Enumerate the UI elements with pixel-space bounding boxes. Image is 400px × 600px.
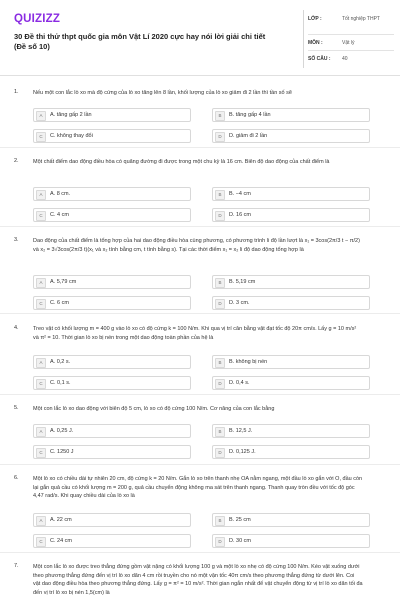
meta-count-value: 40 <box>342 56 348 62</box>
option-text: D. 0,125 J. <box>229 449 256 455</box>
option-letter: B <box>215 278 225 288</box>
option-text: A. 22 cm <box>50 517 72 523</box>
option-text: B. 12,5 J. <box>229 428 253 434</box>
option-letter: C <box>36 537 46 547</box>
option-text: D. giảm đi 2 lần <box>229 133 268 139</box>
option-d[interactable] <box>212 208 370 222</box>
question-text: Một con lắc lò xo dao động với biên độ 5 cm, lò xo có độ cứng 100 N/m. Cơ năng của con lắc bằng <box>33 406 275 412</box>
option-letter: A <box>36 111 46 121</box>
option-text: C. 24 cm <box>50 538 73 544</box>
option-a[interactable] <box>33 424 191 438</box>
option-text: B. −4 cm <box>229 191 251 197</box>
option-letter: A <box>36 358 46 368</box>
quiz-meta <box>303 10 396 68</box>
option-text: C. không thay đổi <box>50 133 93 139</box>
option-letter: D <box>215 132 225 142</box>
option-c[interactable] <box>33 208 191 222</box>
option-b[interactable] <box>212 108 370 122</box>
option-text: A. tăng gấp 2 lần <box>50 112 92 118</box>
meta-subject-value: Vật lý <box>342 40 355 46</box>
option-letter: D <box>215 211 225 221</box>
option-text: C. 6 cm <box>50 300 69 306</box>
option-text: B. 5,19 cm <box>229 279 256 285</box>
option-letter: C <box>36 299 46 309</box>
option-c[interactable] <box>33 296 191 310</box>
quiz-header <box>0 0 400 72</box>
question-number: 5. <box>14 405 19 411</box>
option-letter: A <box>36 190 46 200</box>
option-d[interactable] <box>212 129 370 143</box>
option-b[interactable] <box>212 275 370 289</box>
question-divider <box>0 226 400 227</box>
option-text: B. 25 cm <box>229 517 251 523</box>
question-text: Nếu một con lắc lò xo mà độ cứng của lò xo tăng lên 8 lần, khối lượng của lò xo giảm đi 2 lần thì tần số sẽ <box>33 90 292 96</box>
question-text: Dao động của chất điểm là tổng hợp của hai dao động điều hòa cùng phương, có phương trình li độ lần lượt là x₁ = 3cos(2π/3 t − π/2) và x₂ = 3√3cos(2π/3 t)(x₁ và x₂ tính bằng cm, t tính bằng s). Tại các thời điểm x₁ = x₂ li độ dao động tổng hợp là <box>33 238 360 253</box>
option-letter: B <box>215 427 225 437</box>
option-a[interactable] <box>33 355 191 369</box>
question-number: 3. <box>14 237 19 243</box>
option-c[interactable] <box>33 376 191 390</box>
option-letter: A <box>36 278 46 288</box>
question-divider <box>0 313 400 314</box>
option-text: C. 4 cm <box>50 212 69 218</box>
question-text: Treo vật có khối lượng m = 400 g vào lò xo có độ cứng k = 100 N/m. Khi qua vị trí cân bằng vật đạt tốc độ 20π cm/s. Lấy g = 10 m/s² và π² = 10. Thời gian lò xo bị nén trong một dao động toàn phần của hệ là <box>33 326 357 341</box>
meta-divider <box>308 34 394 35</box>
option-text: C. 1250 J <box>50 449 74 455</box>
page-title: 30 Đề thi thử thpt quốc gia môn Vật Lí 2020 cực hay nói lời giải chi tiết (Đề số 10) <box>14 32 266 51</box>
option-letter: D <box>215 448 225 458</box>
option-d[interactable] <box>212 534 370 548</box>
option-letter: D <box>215 379 225 389</box>
meta-class-label: LỚP : <box>308 16 322 22</box>
meta-divider <box>308 50 394 51</box>
option-text: A. 0,25 J. <box>50 428 74 434</box>
option-d[interactable] <box>212 445 370 459</box>
option-c[interactable] <box>33 534 191 548</box>
meta-class-value: Tốt nghiệp THPT <box>342 16 380 22</box>
option-text: A. 0,2 s. <box>50 359 71 365</box>
option-letter: D <box>215 299 225 309</box>
option-text: D. 30 cm <box>229 538 252 544</box>
option-letter: C <box>36 132 46 142</box>
header-divider <box>0 75 400 76</box>
option-b[interactable] <box>212 513 370 527</box>
option-a[interactable] <box>33 513 191 527</box>
option-letter: C <box>36 379 46 389</box>
question-divider <box>0 394 400 395</box>
option-letter: B <box>215 516 225 526</box>
question-number: 2. <box>14 158 19 164</box>
question-text: Một lò xo có chiều dài tự nhiên 20 cm, độ cứng k = 20 N/m. Gắn lò xo trên thanh nhẹ OA nằm ngang, một đầu lò xo gắn với O, đầu còn lại gắn quả cầu có khối lượng m = 200 g, quả cầu chuyển động không ma sát trên thanh ngang. Thanh quay tròn đều với tốc độ góc 4,47 rad/s. Khi quay chiều dài của lò xo là <box>33 476 363 499</box>
option-text: B. không bị nén <box>229 359 268 365</box>
question-number: 6. <box>14 475 19 481</box>
option-text: D. 0,4 s. <box>229 380 250 386</box>
option-d[interactable] <box>212 296 370 310</box>
option-letter: A <box>36 427 46 437</box>
question-divider <box>0 552 400 553</box>
question-number: 1. <box>14 89 19 95</box>
option-c[interactable] <box>33 129 191 143</box>
option-a[interactable] <box>33 187 191 201</box>
question-divider <box>0 147 400 148</box>
quizizz-logo: QUIZIZZ <box>14 13 61 25</box>
option-letter: B <box>215 111 225 121</box>
option-letter: D <box>215 537 225 547</box>
option-letter: A <box>36 516 46 526</box>
option-letter: B <box>215 358 225 368</box>
option-d[interactable] <box>212 376 370 390</box>
option-text: D. 3 cm. <box>229 300 250 306</box>
option-text: B. tăng gấp 4 lần <box>229 112 271 118</box>
option-a[interactable] <box>33 108 191 122</box>
meta-count-label: SỐ CÂU : <box>308 56 331 62</box>
option-letter: B <box>215 190 225 200</box>
option-text: C. 0,1 s. <box>50 380 71 386</box>
option-b[interactable] <box>212 187 370 201</box>
option-b[interactable] <box>212 355 370 369</box>
option-text: A. 5,79 cm <box>50 279 77 285</box>
question-text: Một con lắc lò xo được treo thẳng đứng gồm vật nặng có khối lượng 100 g và một lò xo nhẹ có độ cứng 100 N/m. Kéo vật xuống dưới theo phương thẳng đứng đến vị trí lò xo dãn 4 cm rồi truyền cho nó một vận tốc 40π cm/s theo phương thẳng đứng từ dưới lên. Coi vật dao động điều hòa theo phương thẳng đứng. Lấy g = π² = 10 m/s². Thời gian ngắn nhất để vật chuyển động từ vị trí lò xo dãn tối đa đến vị trí lò xo bị nén 1,5(cm) là <box>33 564 363 596</box>
question-number: 7. <box>14 563 19 569</box>
option-c[interactable] <box>33 445 191 459</box>
option-letter: C <box>36 448 46 458</box>
option-text: D. 16 cm <box>229 212 252 218</box>
question-text: Một chất điểm dao động điều hòa có quãng đường đi được trong một chu kỳ là 16 cm. Biên độ dao động của chất điểm là <box>33 159 330 165</box>
question-number: 4. <box>14 325 19 331</box>
question-divider <box>0 464 400 465</box>
meta-subject-label: MÔN : <box>308 40 323 46</box>
option-a[interactable] <box>33 275 191 289</box>
option-text: A. 8 cm. <box>50 191 71 197</box>
option-b[interactable] <box>212 424 370 438</box>
option-letter: C <box>36 211 46 221</box>
